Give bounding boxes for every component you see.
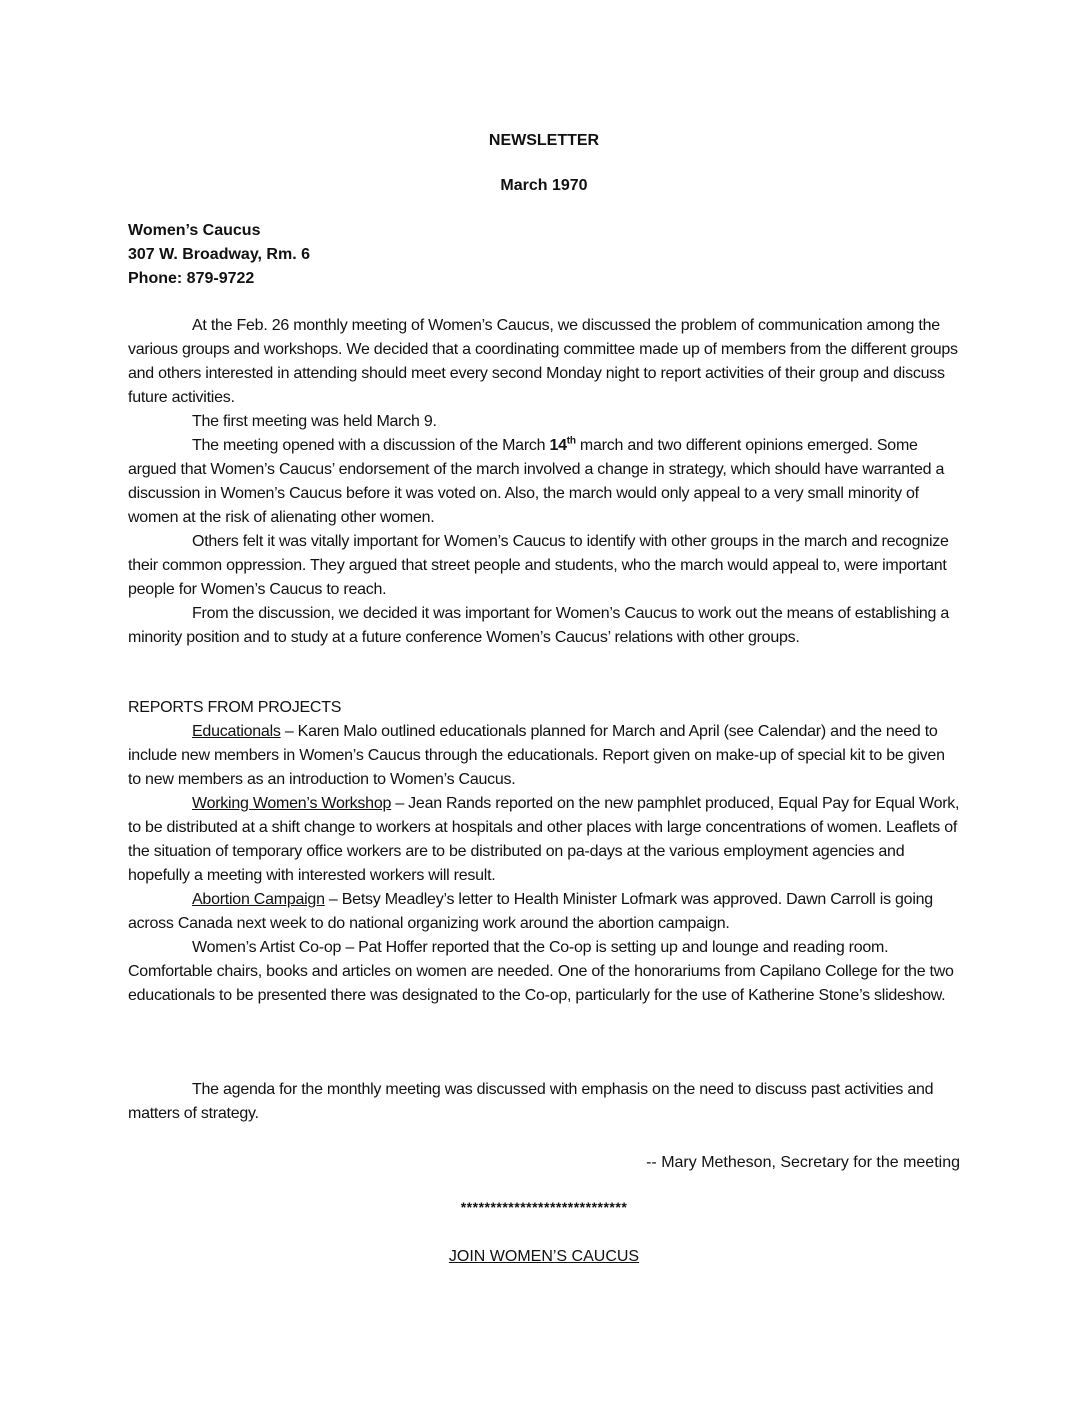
report-title-educationals: Educationals xyxy=(192,723,281,740)
report-title-working-womens-workshop: Working Women’s Workshop xyxy=(192,795,392,812)
signature-line: -- Mary Metheson, Secretary for the meeting xyxy=(646,1154,960,1171)
newsletter-title: NEWSLETTER xyxy=(488,132,600,149)
reports-section xyxy=(128,696,960,1008)
report-text: – Betsy Meadley’s letter to Health Minister Lofmark was approved. Dawn Carroll is going across Canada next week to do national organizing work around the abortion campaign. xyxy=(128,891,933,932)
report-text: – Karen Malo outlined educationals planned for March and April (see Calendar) and the need to include new members in Women’s Caucus through the educationals. Report given on make-up of special kit to be given to new members as an introduction to Women’s Caucus. xyxy=(128,723,945,788)
intro-p3-after: march and two different opinions emerged. Some argued that Women’s Caucus’ endorsement of the march involved a change in strategy, which should have warranted a discussion in Women’s Caucus before it was voted on. Also, the march would only appeal to a very small minority of women at the risk of alienating other women. xyxy=(128,437,945,526)
intro-section xyxy=(128,314,960,650)
organization-address: 307 W. Broadway, Rm. 6 xyxy=(128,246,310,263)
report-title-abortion-campaign: Abortion Campaign xyxy=(192,891,325,908)
star-divider: **************************** xyxy=(460,1199,628,1215)
newsletter-page xyxy=(128,0,960,1408)
intro-paragraph-1: At the Feb. 26 monthly meeting of Women’s Caucus, we discussed the problem of communication among the various groups and workshops. We decided that a coordinating committee made up of members from the different groups and others interested in attending should meet every second Monday night to report activities of their group and discuss future activities. xyxy=(128,317,958,406)
organization-name: Women’s Caucus xyxy=(128,222,261,239)
join-heading xyxy=(128,1246,960,1268)
intro-paragraph-5: From the discussion, we decided it was important for Women’s Caucus to work out the means of establishing a minority position and to study at a future conference Women’s Caucus’ relations with other groups. xyxy=(128,605,950,646)
organization-phone: Phone: 879-9722 xyxy=(128,270,255,287)
newsletter-date: March 1970 xyxy=(500,177,588,194)
intro-paragraph-3 xyxy=(128,434,960,530)
intro-p3-day: 14 xyxy=(549,437,567,454)
agenda-paragraph: The agenda for the monthly meeting was discussed with emphasis on the need to discuss past activities and matters of strategy. xyxy=(128,1081,934,1122)
intro-p3-before: The meeting opened with a discussion of the March xyxy=(192,437,550,454)
reports-heading: REPORTS FROM PROJECTS xyxy=(128,699,342,716)
report-item xyxy=(128,792,960,888)
organization-block xyxy=(128,219,310,291)
report-item xyxy=(128,888,960,936)
intro-paragraph-4: Others felt it was vitally important for Women’s Caucus to identify with other groups in the march and recognize their common oppression. They argued that street people and students, who the march would appeal to, were important people for Women’s Caucus to reach. xyxy=(128,533,949,598)
report-item xyxy=(128,720,960,792)
intro-p3-sup: th xyxy=(566,435,576,447)
join-text: JOIN WOMEN’S CAUCUS xyxy=(448,1248,640,1265)
agenda-section xyxy=(128,1078,960,1126)
report-item-coop: Women’s Artist Co-op – Pat Hoffer reported that the Co-op is setting up and lounge and reading room. Comfortable chairs, books and articles on women are needed. One of the honorariums from Capilano College for the two educationals to be presented there was designated to the Co-op, particularly for the use of Katherine Stone’s slideshow. xyxy=(128,939,954,1004)
intro-paragraph-2: The first meeting was held March 9. xyxy=(192,413,437,430)
report-text: – Jean Rands reported on the new pamphlet produced, Equal Pay for Equal Work, to be distributed at a shift change to workers at hospitals and other places with large concentrations of women. Leaflets of the situation of temporary office workers are to be distributed on pa-days at the various employment agencies and hopefully a meeting with interested workers will result. xyxy=(128,795,960,884)
